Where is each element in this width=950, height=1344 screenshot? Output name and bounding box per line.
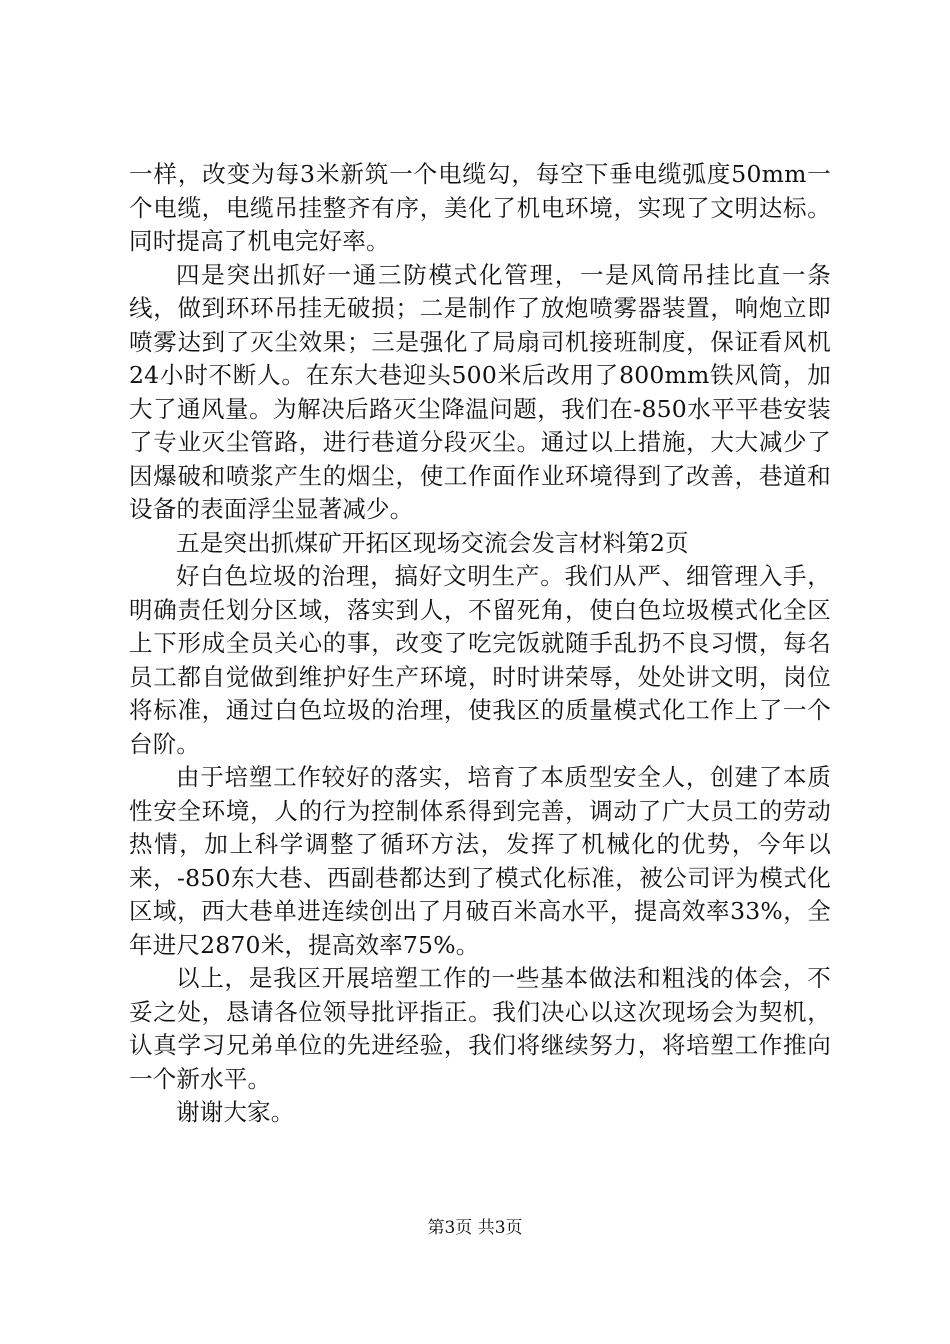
paragraph-results: 由于培塑工作较好的落实，培育了本质型安全人，创建了本质性安全环境，人的行为控制体系得到完善，调动了广大员工的劳动热情，加上科学调整了循环方法，发挥了机械化的优势，今年以来，-850东大巷、西副巷都达到了模式化标准，被公司评为模式化区域，西大巷单进连续创出了月破百米高水平，提高效率33%，全年进尺2870米，提高效率75%。 (129, 763, 831, 959)
paragraph-conclusion: 以上，是我区开展培塑工作的一些基本做法和粗浅的体会，不妥之处，恳请各位领导批评指正。我们决心以这次现场会为契机，认真学习兄弟单位的先进经验，我们将继续努力，将培塑工作推向一个新水平。 (129, 964, 831, 1093)
document-body (129, 158, 831, 1130)
page-number-footer: 第3页 共3页 (427, 1218, 523, 1238)
paragraph-continuation: 一样，改变为每3米新筑一个电缆勾，每空下垂电缆弧度50mm一个电缆，电缆吊挂整齐有序，美化了机电环境，实现了文明达标。同时提高了机电完好率。 (129, 160, 831, 255)
paragraph-ventilation: 四是突出抓好一通三防模式化管理，一是风筒吊挂比直一条线，做到环环吊挂无破损；二是制作了放炮喷雾器装置，响炮立即喷雾达到了灭尘效果；三是强化了局扇司机接班制度，保证看风机24小时不断人。在东大巷迎头500米后改用了800mm铁风筒，加大了通风量。为解决后路灭尘降温问题，我们在-850水平平巷安装了专业灭尘管路，进行巷道分段灭尘。通过以上措施，大大减少了因爆破和喷浆产生的烟尘，使工作面作业环境得到了改善，巷道和设备的表面浮尘显著减少。 (129, 260, 831, 523)
paragraph-item-five-heading: 五是突出抓煤矿开拓区现场交流会发言材料第2页 (176, 528, 689, 557)
paragraph-waste-management: 好白色垃圾的治理，搞好文明生产。我们从严、细管理入手，明确责任划分区域，落实到人，不留死角，使白色垃圾模式化全区上下形成全员关心的事，改变了吃完饭就随手乱扔不良习惯，每名员工都自觉做到维护好生产环境，时时讲荣辱，处处讲文明，岗位将标准，通过白色垃圾的治理，使我区的质量模式化工作上了一个台阶。 (129, 562, 831, 758)
paragraph-thanks: 谢谢大家。 (176, 1098, 295, 1126)
